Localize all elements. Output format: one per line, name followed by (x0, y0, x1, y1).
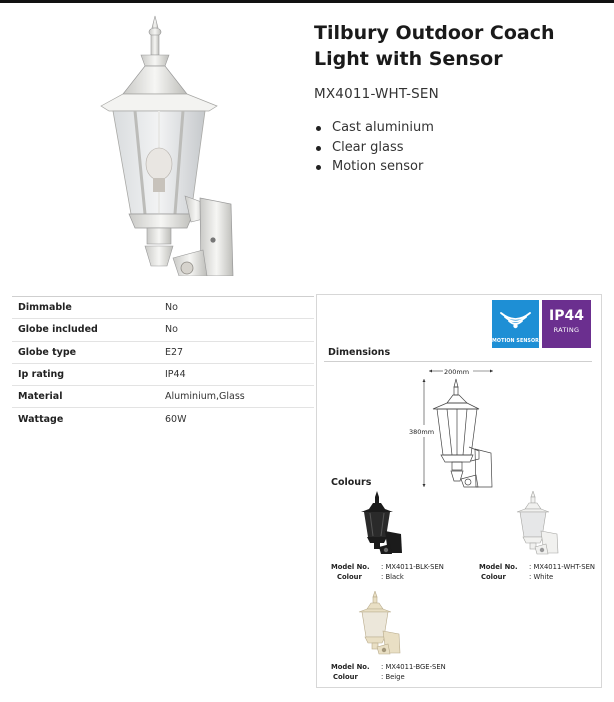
spec-row-ip-rating (12, 363, 314, 385)
feature-item: Clear glass (314, 138, 434, 158)
feature-list (314, 118, 434, 177)
spec-label: Globe included (18, 324, 98, 336)
top-border (0, 0, 614, 3)
spec-row-wattage (12, 407, 314, 429)
motion-sensor-icon (492, 300, 539, 336)
dimension-drawing (421, 365, 501, 490)
colours-title: Colours (331, 477, 372, 488)
spec-label: Globe type (18, 346, 77, 358)
colour-key: Colour (337, 573, 362, 581)
spec-label: Material (18, 391, 63, 403)
white-variant-image (513, 491, 571, 556)
beige-variant-image (355, 591, 413, 656)
divider (324, 361, 592, 362)
spec-value: No (165, 324, 178, 336)
spec-table (12, 296, 314, 430)
ip-rating-label: RATING (553, 326, 580, 334)
model-key: Model No. (331, 563, 370, 571)
dimensions-title: Dimensions (328, 347, 391, 358)
spec-value: IP44 (165, 369, 186, 381)
colour-key: Colour (333, 673, 358, 681)
model-number: : MX4011-WHT-SEN (529, 563, 595, 571)
width-label: 200mm (444, 368, 470, 376)
black-variant-image (357, 491, 415, 556)
black-variant-meta (331, 562, 444, 582)
spec-value: E27 (165, 346, 184, 358)
product-image (95, 14, 245, 276)
colour-key: Colour (481, 573, 506, 581)
height-label: 380mm (409, 428, 435, 436)
spec-sheet (316, 294, 602, 688)
colour-name: : White (529, 573, 554, 581)
spec-value: No (165, 302, 178, 314)
model-number: : MX4011-BLK-SEN (381, 563, 444, 571)
spec-row-globe-included (12, 318, 314, 340)
colour-name: : Beige (381, 673, 405, 681)
product-title: Tilbury Outdoor Coach Light with Sensor (314, 22, 555, 70)
model-number: : MX4011-BGE-SEN (381, 663, 446, 671)
ip-rating-badge (542, 300, 591, 348)
colour-name: : Black (381, 573, 404, 581)
spec-label: Wattage (18, 413, 64, 425)
feature-item: Cast aluminium (314, 118, 434, 138)
spec-value: Aluminium,Glass (165, 391, 245, 403)
spec-row-dimmable (12, 296, 314, 318)
spec-label: Ip rating (18, 369, 65, 381)
spec-label: Dimmable (18, 302, 72, 314)
motion-sensor-label: MOTION SENSOR (492, 339, 539, 344)
motion-sensor-badge (492, 300, 539, 348)
spec-value: 60W (165, 413, 187, 425)
ip-code: IP44 (549, 308, 584, 324)
spec-row-globe-type (12, 341, 314, 363)
model-key: Model No. (479, 563, 518, 571)
product-sku: MX4011-WHT-SEN (314, 86, 439, 102)
model-key: Model No. (331, 663, 370, 671)
white-variant-meta (479, 562, 595, 582)
feature-item: Motion sensor (314, 157, 434, 177)
spec-row-material (12, 385, 314, 407)
beige-variant-meta (331, 662, 446, 682)
